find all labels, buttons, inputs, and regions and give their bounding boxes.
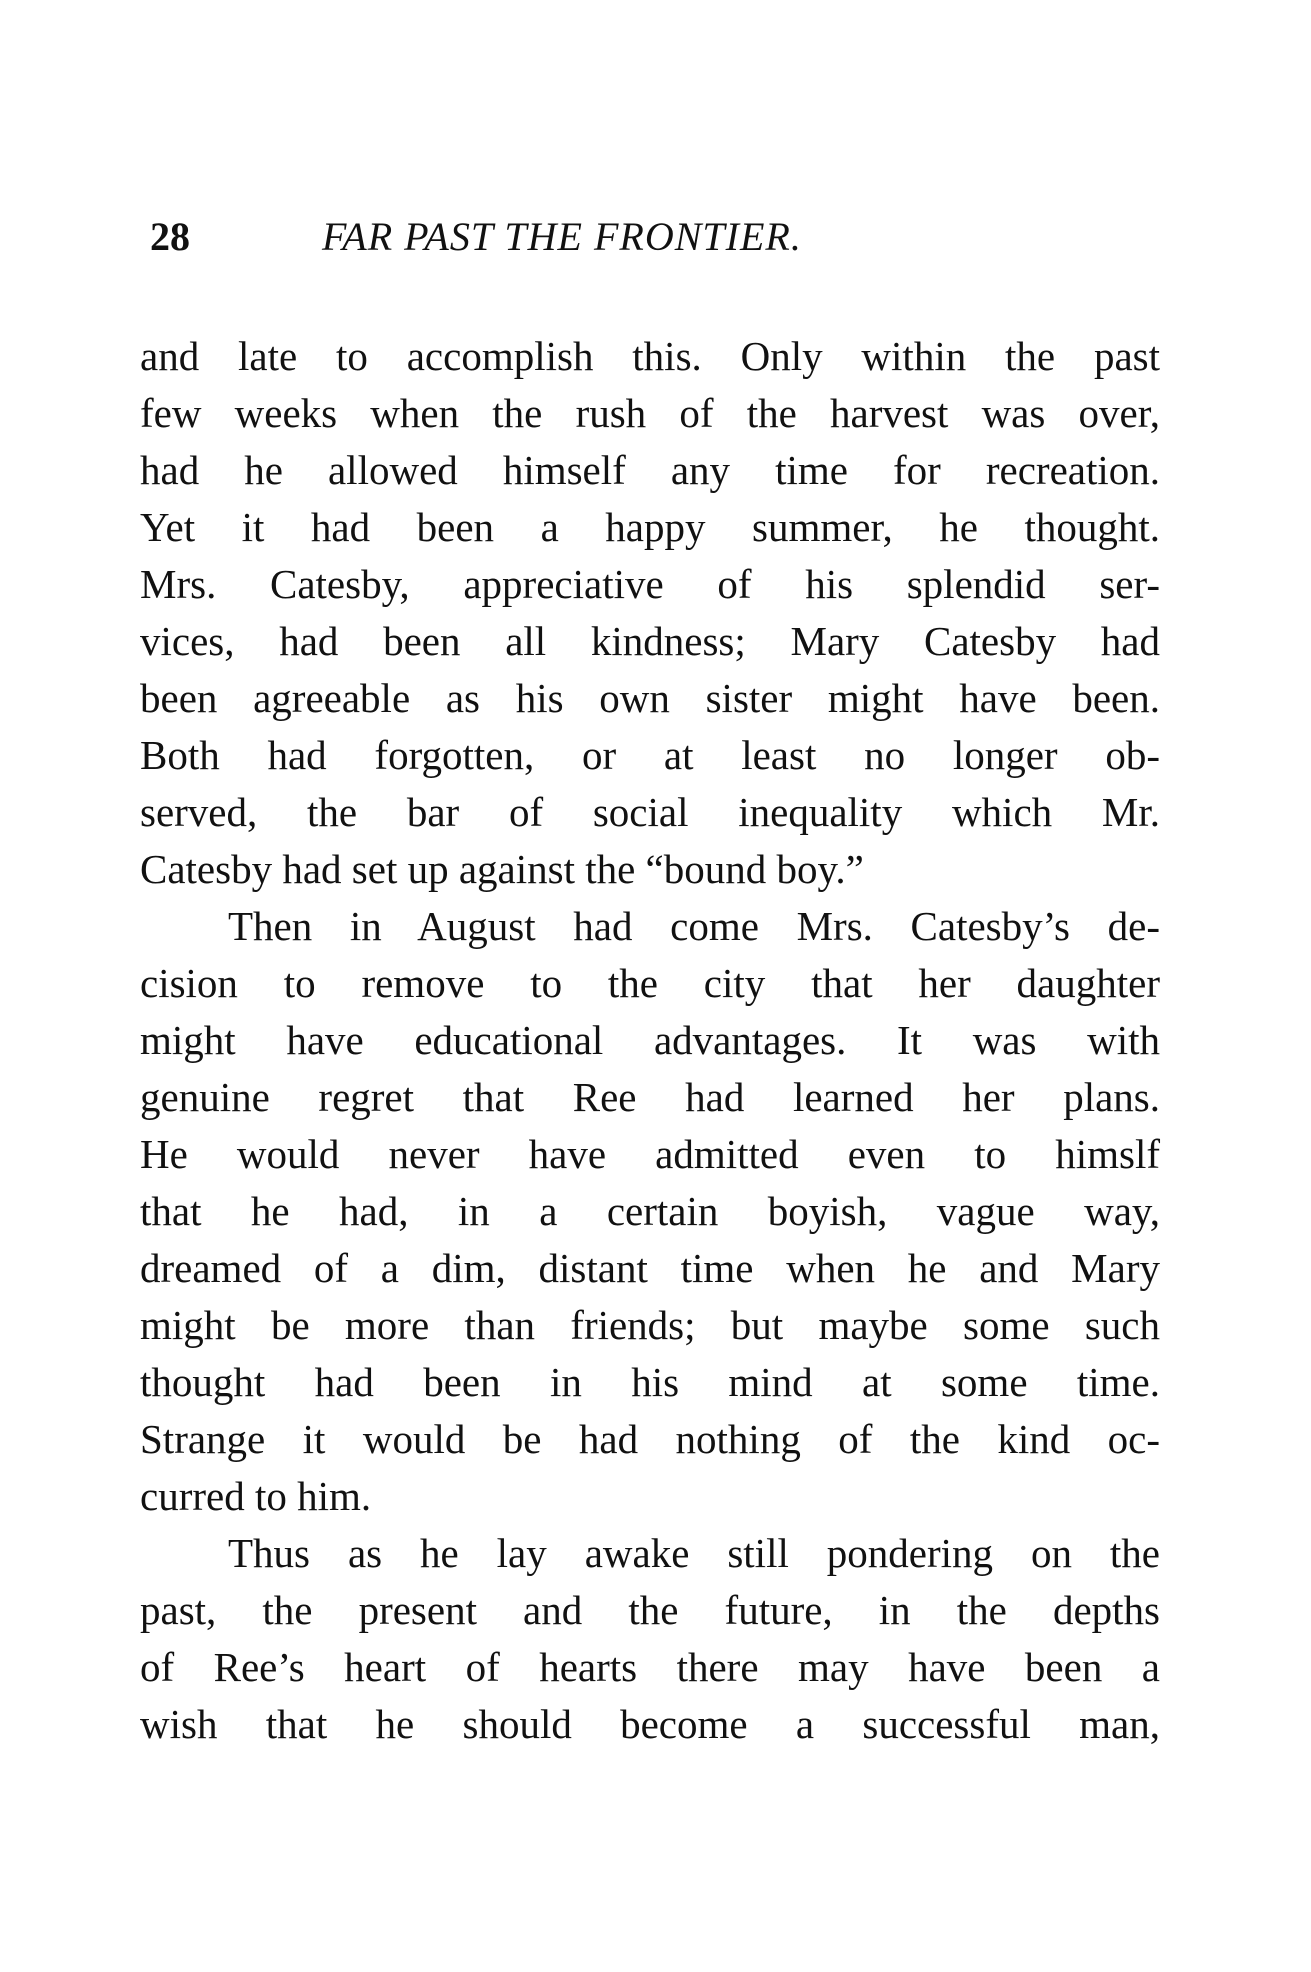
text-line: Strange it would be had nothing of the kind oc- — [140, 1416, 1160, 1462]
text-line: Yet it had been a happy summer, he thought. — [140, 504, 1160, 550]
text-line: Both had forgotten, or at least no longer ob- — [140, 732, 1160, 778]
text-line: vices, had been all kindness; Mary Catesby had — [140, 618, 1160, 664]
text-line: thought had been in his mind at some time. — [140, 1359, 1160, 1405]
text-line: of Ree’s heart of hearts there may have been a — [140, 1644, 1160, 1690]
running-head: FAR PAST THE FRONTIER. — [322, 214, 802, 259]
text-line: had he allowed himself any time for recreation. — [140, 447, 1160, 493]
page-number: 28 — [150, 214, 190, 259]
text-line: dreamed of a dim, distant time when he and Mary — [140, 1245, 1160, 1291]
text-line: might be more than friends; but maybe some such — [140, 1302, 1160, 1348]
text-line: might have educational advantages. It was with — [140, 1017, 1160, 1063]
text-line: Thus as he lay awake still pondering on the — [228, 1530, 1160, 1576]
text-line: Then in August had come Mrs. Catesby’s de- — [228, 903, 1160, 949]
text-line: been agreeable as his own sister might have been. — [140, 675, 1160, 721]
text-line: few weeks when the rush of the harvest was over, — [140, 390, 1160, 436]
paragraph-3 — [140, 1525, 1160, 1753]
text-line: wish that he should become a successful man, — [140, 1701, 1160, 1747]
text-line: Mrs. Catesby, appreciative of his splendid ser- — [140, 561, 1160, 607]
text-line: served, the bar of social inequality which Mr. — [140, 789, 1160, 835]
text-line: Catesby had set up against the “bound boy.” — [140, 846, 864, 892]
paragraph-1 — [140, 328, 1160, 898]
text-line: genuine regret that Ree had learned her plans. — [140, 1074, 1160, 1120]
text-line: that he had, in a certain boyish, vague way, — [140, 1188, 1160, 1234]
text-line: He would never have admitted even to himslf — [140, 1131, 1160, 1177]
body-text — [140, 328, 1160, 1753]
page-header — [150, 212, 1050, 262]
text-line: cision to remove to the city that her daughter — [140, 960, 1160, 1006]
text-line: curred to him. — [140, 1473, 372, 1519]
text-line: past, the present and the future, in the depths — [140, 1587, 1160, 1633]
text-line: and late to accomplish this. Only within the past — [140, 333, 1160, 379]
paragraph-2 — [140, 898, 1160, 1525]
